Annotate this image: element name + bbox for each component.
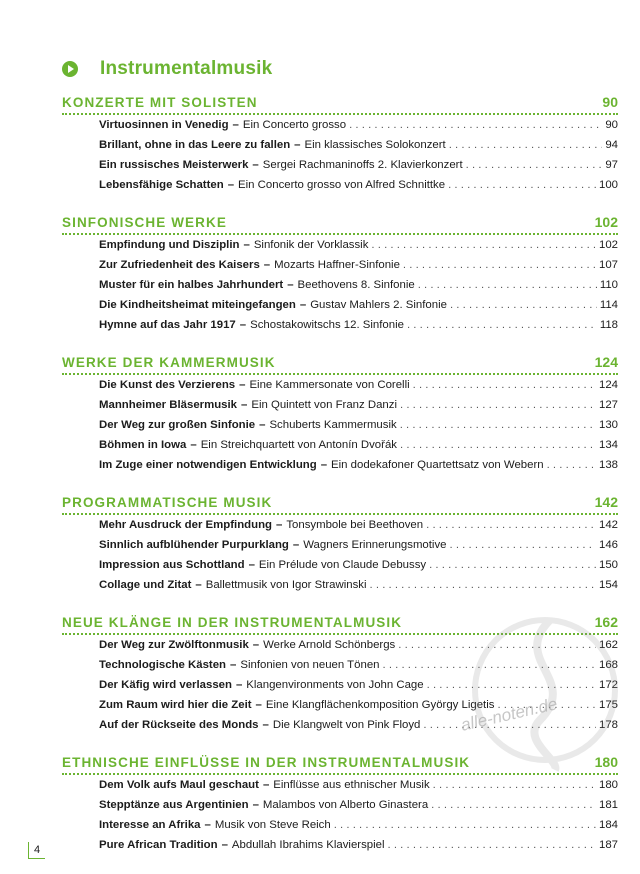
- entry-page-number: 150: [598, 559, 618, 571]
- entry-title: Stepptänze aus Argentinien: [99, 799, 249, 811]
- entry-dash: –: [275, 519, 283, 531]
- entry-subtitle: Ein Streichquartett von Antonín Dvořák: [200, 439, 397, 451]
- dot-leader: [448, 175, 596, 195]
- entry-title: Der Weg zur großen Sinfonie: [99, 419, 256, 431]
- toc-entry[interactable]: [99, 275, 618, 295]
- entry-subtitle: Malambos von Alberto Ginastera: [262, 799, 429, 811]
- toc-section: [62, 354, 618, 475]
- entry-title: Zum Raum wird hier die Zeit: [99, 699, 252, 711]
- entry-subtitle: Eine Klangflächenkomposition György Ligetis: [265, 699, 495, 711]
- section-title: SINFONISCHE WERKE: [62, 215, 227, 230]
- section-title: KONZERTE MIT SOLISTEN: [62, 95, 258, 110]
- entry-page-number: 90: [605, 119, 618, 131]
- toc-entry[interactable]: [99, 555, 618, 575]
- dot-leader: [418, 275, 597, 295]
- entry-dash: –: [239, 379, 246, 391]
- dot-leader: [466, 155, 603, 175]
- entry-page-number: 181: [598, 799, 618, 811]
- toc-section: [62, 214, 618, 335]
- entry-page-number: 130: [598, 419, 618, 431]
- entry-dash: –: [252, 639, 260, 651]
- entry-page-number: 180: [598, 779, 618, 791]
- entry-title: Im Zuge einer notwendigen Entwicklung: [99, 459, 317, 471]
- dot-leader: [388, 835, 596, 855]
- entry-dash: –: [227, 179, 235, 191]
- entry-page-number: 154: [598, 579, 618, 591]
- entry-title: Collage und Zitat: [99, 579, 192, 591]
- entry-dash: –: [252, 159, 259, 171]
- dot-leader: [450, 295, 597, 315]
- entry-dash: –: [243, 239, 250, 251]
- entry-subtitle: Ein klassisches Solokonzert: [304, 139, 446, 151]
- entry-page-number: 172: [598, 679, 618, 691]
- entry-page-number: 100: [598, 179, 618, 191]
- dot-leader: [371, 235, 596, 255]
- toc-entry[interactable]: [99, 515, 618, 535]
- entry-page-number: 168: [598, 659, 618, 671]
- entry-subtitle: Ein Concerto grosso: [242, 119, 347, 131]
- entry-title: Virtuosinnen in Venedig: [99, 119, 229, 131]
- entry-title: Der Weg zur Zwölftonmusik: [99, 639, 249, 651]
- section-heading[interactable]: [62, 94, 618, 115]
- entry-page-number: 107: [598, 259, 618, 271]
- entry-page-number: 187: [598, 839, 618, 851]
- entry-subtitle: Schuberts Kammermusik: [269, 419, 397, 431]
- entry-dash: –: [320, 459, 328, 471]
- entry-page-number: 118: [599, 319, 618, 331]
- section-heading[interactable]: [62, 354, 618, 375]
- entry-dash: –: [235, 679, 243, 691]
- entry-page-number: 175: [598, 699, 618, 711]
- toc-entry[interactable]: [99, 255, 618, 275]
- toc-entry[interactable]: [99, 575, 618, 595]
- entry-page-number: 102: [598, 239, 618, 251]
- entry-dash: –: [232, 119, 239, 131]
- entry-subtitle: Tonsymbole bei Beethoven: [286, 519, 424, 531]
- dot-leader: [370, 575, 596, 595]
- dot-leader: [403, 255, 596, 275]
- entry-page-number: 114: [599, 299, 618, 311]
- entry-subtitle: Gustav Mahlers 2. Sinfonie: [310, 299, 447, 311]
- entry-title: Impression aus Schottland: [99, 559, 245, 571]
- toc-entry[interactable]: [99, 295, 618, 315]
- entry-title: Böhmen in Iowa: [99, 439, 187, 451]
- entry-dash: –: [262, 779, 270, 791]
- toc-entry[interactable]: [99, 835, 618, 855]
- entry-subtitle: Ein Quintett von Franz Danzi: [251, 399, 397, 411]
- entry-subtitle: Ein Concerto grosso von Alfred Schnittke: [238, 179, 446, 191]
- entry-dash: –: [299, 299, 307, 311]
- entry-title: Muster für ein halbes Jahrhundert: [99, 279, 284, 291]
- watermark-text: alle-noten.de: [459, 694, 560, 735]
- entry-subtitle: Sinfonik der Vorklassik: [253, 239, 369, 251]
- entry-dash: –: [292, 539, 300, 551]
- dot-leader: [449, 135, 603, 155]
- section-title: PROGRAMMATISCHE MUSIK: [62, 495, 273, 510]
- entry-page-number: 178: [598, 719, 618, 731]
- entry-title: Auf der Rückseite des Monds: [99, 719, 259, 731]
- chapter-heading: [62, 58, 272, 80]
- entry-page-number: 138: [598, 459, 618, 471]
- entry-page-number: 162: [598, 639, 618, 651]
- entry-dash: –: [239, 319, 247, 331]
- dot-leader: [400, 435, 596, 455]
- entry-dash: –: [221, 839, 228, 851]
- toc-entry[interactable]: [99, 315, 618, 335]
- entry-subtitle: Ballettmusik von Igor Strawinski: [205, 579, 367, 591]
- toc-entry[interactable]: [99, 395, 618, 415]
- dot-leader: [407, 315, 597, 335]
- dot-leader: [413, 375, 596, 395]
- section-heading[interactable]: [62, 494, 618, 515]
- entry-subtitle: Wagners Erinnerungsmotive: [303, 539, 447, 551]
- entry-subtitle: Eine Kammersonate von Corelli: [249, 379, 410, 391]
- entry-subtitle: Sergei Rachmaninoffs 2. Klavierkonzert: [262, 159, 463, 171]
- dot-leader: [431, 795, 596, 815]
- entry-page-number: 127: [598, 399, 618, 411]
- entry-dash: –: [255, 699, 262, 711]
- entry-subtitle: Abdullah Ibrahims Klavierspiel: [231, 839, 385, 851]
- entry-subtitle: Einflüsse aus ethnischer Musik: [273, 779, 430, 791]
- entry-dash: –: [262, 719, 269, 731]
- section-heading[interactable]: [62, 214, 618, 235]
- entry-title: Hymne auf das Jahr 1917: [99, 319, 236, 331]
- play-circle-icon: [62, 61, 78, 77]
- section-page-number: 180: [594, 754, 618, 770]
- entry-dash: –: [230, 659, 237, 671]
- entry-page-number: 94: [605, 139, 618, 151]
- dot-leader: [400, 415, 596, 435]
- entry-dash: –: [204, 819, 211, 831]
- dot-leader: [400, 395, 596, 415]
- entry-subtitle: Sinfonien von neuen Tönen: [240, 659, 380, 671]
- toc-entry[interactable]: [99, 175, 618, 195]
- entry-subtitle: Ein dodekafoner Quartettsatz von Webern: [331, 459, 544, 471]
- toc-entry[interactable]: [99, 375, 618, 395]
- section-page-number: 162: [594, 614, 618, 630]
- entry-title: Zur Zufriedenheit des Kaisers: [99, 259, 260, 271]
- section-page-number: 142: [594, 494, 618, 510]
- entry-subtitle: Musik von Steve Reich: [214, 819, 331, 831]
- entry-subtitle: Werke Arnold Schönbergs: [263, 639, 396, 651]
- entry-page-number: 97: [605, 159, 618, 171]
- entry-title: Lebensfähige Schatten: [99, 179, 224, 191]
- entry-dash: –: [248, 559, 255, 571]
- entry-subtitle: Beethovens 8. Sinfonie: [297, 279, 415, 291]
- entry-title: Pure African Tradition: [99, 839, 218, 851]
- dot-leader: [547, 455, 596, 475]
- toc-section: [62, 94, 618, 195]
- entry-dash: –: [190, 439, 197, 451]
- section-page-number: 124: [594, 354, 618, 370]
- toc-entry[interactable]: [99, 235, 618, 255]
- toc-entry[interactable]: [99, 435, 618, 455]
- entry-title: Technologische Kästen: [99, 659, 227, 671]
- section-title: ETHNISCHE EINFLÜSSE IN DER INSTRUMENTALMUSIK: [62, 755, 471, 770]
- section-title: NEUE KLÄNGE IN DER INSTRUMENTALMUSIK: [62, 615, 403, 630]
- chapter-title: Instrumentalmusik: [100, 58, 273, 79]
- dot-leader: [426, 515, 596, 535]
- section-title: WERKE DER KAMMERMUSIK: [62, 355, 276, 370]
- entry-subtitle: Mozarts Haffner-Sinfonie: [274, 259, 400, 271]
- entry-title: Brillant, ohne in das Leere zu fallen: [99, 139, 291, 151]
- entry-title: Dem Volk aufs Maul geschaut: [99, 779, 259, 791]
- entry-title: Interesse an Afrika: [99, 819, 201, 831]
- toc-entry[interactable]: [99, 795, 618, 815]
- toc-entry[interactable]: [99, 135, 618, 155]
- entry-title: Sinnlich aufblühender Purpurklang: [99, 539, 289, 551]
- dot-leader: [334, 815, 596, 835]
- entry-page-number: 110: [599, 279, 618, 291]
- entry-dash: –: [241, 399, 248, 411]
- toc-entry[interactable]: [99, 455, 618, 475]
- entry-page-number: 142: [598, 519, 618, 531]
- dot-leader: [349, 115, 602, 135]
- page-number: 4: [28, 842, 45, 859]
- entry-dash: –: [287, 279, 294, 291]
- entry-dash: –: [195, 579, 202, 591]
- toc-entry[interactable]: [99, 815, 618, 835]
- section-page-number: 90: [602, 94, 618, 110]
- entry-title: Empfindung und Disziplin: [99, 239, 240, 251]
- entry-subtitle: Die Klangwelt von Pink Floyd: [272, 719, 421, 731]
- entry-title: Ein russisches Meisterwerk: [99, 159, 249, 171]
- toc-entry[interactable]: [99, 115, 618, 135]
- entry-subtitle: Schostakowitschs 12. Sinfonie: [250, 319, 404, 331]
- entry-dash: –: [294, 139, 301, 151]
- toc-entry[interactable]: [99, 415, 618, 435]
- entry-title: Die Kindheitsheimat miteingefangen: [99, 299, 296, 311]
- dot-leader: [450, 535, 596, 555]
- entry-subtitle: Klangenvironments von John Cage: [246, 679, 424, 691]
- entry-page-number: 146: [598, 539, 618, 551]
- entry-page-number: 184: [598, 819, 618, 831]
- toc-entry[interactable]: [99, 155, 618, 175]
- treble-clef-watermark-icon: [470, 600, 620, 780]
- entry-title: Der Käfig wird verlassen: [99, 679, 232, 691]
- toc-entry[interactable]: [99, 535, 618, 555]
- entry-title: Mehr Ausdruck der Empfindung: [99, 519, 272, 531]
- entry-title: Mannheimer Bläsermusik: [99, 399, 238, 411]
- entry-page-number: 134: [598, 439, 618, 451]
- entry-dash: –: [263, 259, 271, 271]
- entry-subtitle: Ein Prélude von Claude Debussy: [258, 559, 427, 571]
- toc-section: [62, 494, 618, 595]
- entry-dash: –: [259, 419, 266, 431]
- entry-title: Die Kunst des Verzierens: [99, 379, 236, 391]
- entry-dash: –: [252, 799, 259, 811]
- dot-leader: [429, 555, 596, 575]
- entry-page-number: 124: [598, 379, 618, 391]
- section-page-number: 102: [594, 214, 618, 230]
